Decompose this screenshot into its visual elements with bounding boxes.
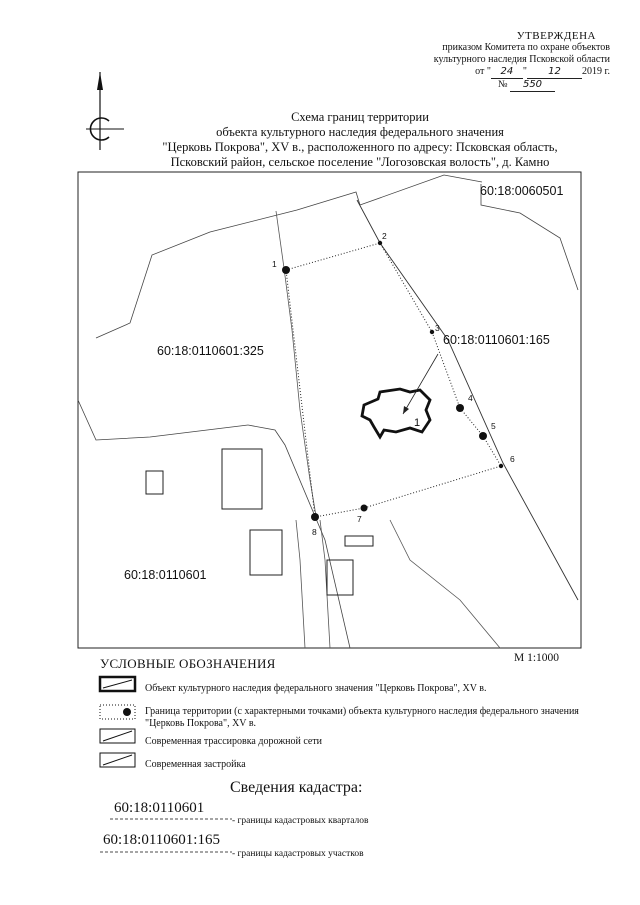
map-scale: М 1:1000 xyxy=(514,652,560,664)
title-line-2: объекта культурного наследия федерального значения xyxy=(216,125,504,139)
legend-title: УСЛОВНЫЕ ОБОЗНАЧЕНИЯ xyxy=(100,656,276,671)
boundary-point-7 xyxy=(361,505,368,512)
number-value: 550 xyxy=(510,79,555,92)
point-label-8: 8 xyxy=(312,527,317,537)
point-label-7: 7 xyxy=(357,514,362,524)
title-line-4: Псковский район, сельское поселение "Логозовская волость", д. Камно xyxy=(170,155,550,169)
cadastre-block-desc: - границы кадастровых кварталов xyxy=(232,816,369,826)
number-prefix: № xyxy=(497,79,508,90)
north-arrow-icon xyxy=(86,72,124,150)
label-parcel-165: 60:18:0110601:165 xyxy=(443,333,550,347)
label-parcel-325: 60:18:0110601:325 xyxy=(157,344,264,358)
legend-symbols xyxy=(100,677,135,767)
cadastre-parcel-code: 60:18:0110601:165 xyxy=(103,832,220,848)
label-block-ne: 60:18:0060501 xyxy=(480,184,564,198)
boundary-point-1 xyxy=(282,266,290,274)
legend-symbol-heritage-line xyxy=(103,680,132,688)
date-year: 2019 г. xyxy=(582,66,610,77)
legend-item-building: Современная застройка xyxy=(145,759,246,770)
date-prefix: от " xyxy=(475,66,491,77)
label-block-main: 60:18:0110601 xyxy=(124,568,207,582)
cadastre-title: Сведения кадастра: xyxy=(230,779,363,796)
approval-title: УТВЕРЖДЕНА xyxy=(516,30,596,42)
date-day: 24 xyxy=(491,66,523,79)
point-label-5: 5 xyxy=(491,421,496,431)
building xyxy=(222,449,262,509)
building xyxy=(146,471,163,494)
boundary-point-2 xyxy=(378,241,382,245)
block-boundary-east xyxy=(481,184,578,290)
point-label-3: 3 xyxy=(435,323,440,333)
block-boundary-south xyxy=(248,425,350,648)
cadastre-block-code: 60:18:0110601 xyxy=(114,800,205,816)
point-label-1: 1 xyxy=(272,259,277,269)
approval-line-1: приказом Комитета по охране объектов xyxy=(442,42,610,53)
object-number: 1 xyxy=(414,417,421,429)
road-west xyxy=(296,520,305,648)
boundary-point-8 xyxy=(311,513,319,521)
building xyxy=(250,530,282,575)
point-label-4: 4 xyxy=(468,393,473,403)
point-label-2: 2 xyxy=(382,231,387,241)
boundary-point-3 xyxy=(430,330,434,334)
legend-symbol-point xyxy=(123,708,131,716)
cadastral-block-boundary xyxy=(96,175,482,338)
block-boundary-west xyxy=(78,400,248,440)
boundary-point-4 xyxy=(456,404,464,412)
title-line-1: Схема границ территории xyxy=(291,110,429,124)
legend-item-heritage-object: Объект культурного наследия федерального значения "Церковь Покрова", XV в. xyxy=(145,683,487,694)
heritage-territory-boundary xyxy=(286,243,501,517)
cadastre-parcel-desc: - границы кадастровых участков xyxy=(232,849,364,859)
boundary-point-6 xyxy=(499,464,503,468)
date-month: 12 xyxy=(527,66,582,79)
legend-symbol-road-line xyxy=(103,731,132,741)
building xyxy=(345,536,373,546)
title-line-3: "Церковь Покрова", XV в., расположенного по адресу: Псковская область, xyxy=(162,140,558,154)
legend-symbol-building-line xyxy=(103,755,132,765)
boundary-points xyxy=(282,241,503,521)
legend-item-territory: Граница территории (с характерными точками) объекта культурного наследия федерального значения "Церковь Покрова", XV в. xyxy=(145,706,579,729)
church-outline xyxy=(362,389,430,437)
approval-line-2: культурного наследия Псковской области xyxy=(433,54,610,65)
legend-item-road: Современная трассировка дорожной сети xyxy=(145,736,323,747)
date-mid: " xyxy=(522,66,528,77)
parcel-south-boundary xyxy=(390,520,500,648)
point-label-6: 6 xyxy=(510,454,515,464)
boundary-point-5 xyxy=(479,432,487,440)
